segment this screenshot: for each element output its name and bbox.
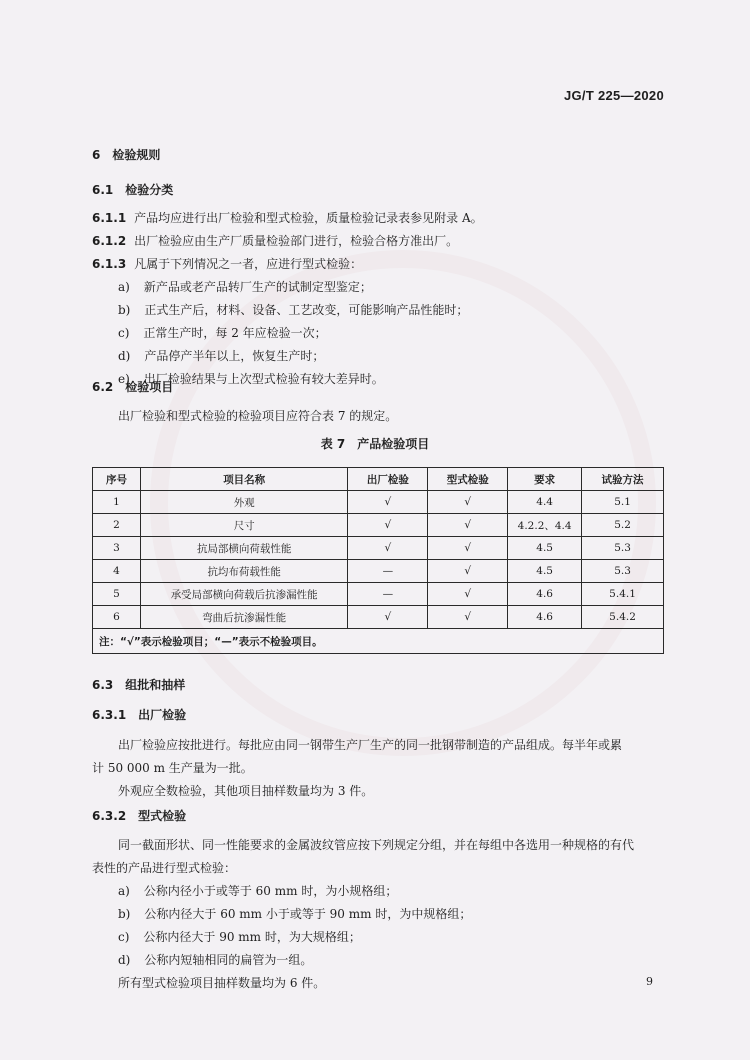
list-item: c) 正常生产时，每 2 年应检验一次； — [118, 326, 327, 340]
clause-number: 6.1.2 — [92, 234, 127, 248]
table-cell: 弯曲后抗渗漏性能 — [140, 606, 348, 629]
section-number: 6.1 — [92, 183, 114, 197]
table-cell: 1 — [93, 491, 141, 514]
paragraph-line: 外观应全数检验，其他项目抽样数量均为 3 件。 — [118, 784, 374, 798]
inspection-items-table — [92, 467, 664, 654]
table-note: 注：“√”表示检验项目；“—”表示不检验项目。 — [93, 629, 664, 654]
table-cell: √ — [348, 537, 428, 560]
table-row — [93, 514, 664, 537]
table-caption: 表 7 产品检验项目 — [320, 437, 430, 451]
section-title: 出厂检验 — [138, 708, 187, 722]
clause-6-1-3 — [92, 255, 362, 272]
table-cell: 4.5 — [508, 560, 582, 583]
paragraph-line: 计 50 000 m 生产量为一批。 — [92, 761, 253, 775]
section-6-2-text: 出厂检验和型式检验的检验项目应符合表 7 的规定。 — [118, 409, 398, 423]
table-header-row — [93, 468, 664, 491]
table-cell: 5.1 — [582, 491, 664, 514]
table-cell: 外观 — [140, 491, 348, 514]
table-row — [93, 491, 664, 514]
clause-6-1-2 — [92, 232, 458, 249]
section-number: 6 — [92, 148, 101, 162]
section-title: 组批和抽样 — [125, 678, 186, 692]
table-cell: √ — [428, 491, 508, 514]
clause-number: 6.1.3 — [92, 257, 127, 271]
table-cell: — — [348, 560, 428, 583]
table-cell: 承受局部横向荷载后抗渗漏性能 — [140, 583, 348, 606]
table-cell: 4.4 — [508, 491, 582, 514]
table-cell: √ — [428, 537, 508, 560]
table-cell: 6 — [93, 606, 141, 629]
paragraph-line: 同一截面形状、同一性能要求的金属波纹管应按下列规定分组，并在每组中各选用一种规格的有代 — [118, 838, 635, 852]
table-cell: 抗局部横向荷载性能 — [140, 537, 348, 560]
section-title: 型式检验 — [138, 809, 187, 823]
table-header: 试验方法 — [582, 468, 664, 491]
section-title: 检验规则 — [112, 148, 161, 162]
table-header: 要求 — [508, 468, 582, 491]
list-item: b) 正式生产后，材料、设备、工艺改变，可能影响产品性能时； — [118, 303, 469, 317]
section-6-3-2-heading — [92, 807, 186, 824]
list-item: a) 公称内径小于或等于 60 mm 时，为小规格组； — [118, 884, 398, 898]
table-cell: √ — [428, 583, 508, 606]
table-cell: 抗均布荷载性能 — [140, 560, 348, 583]
clause-number: 6.1.1 — [92, 211, 127, 225]
table-cell: 5.3 — [582, 560, 664, 583]
section-number: 6.3 — [92, 678, 114, 692]
page-number: 9 — [646, 975, 653, 988]
table-note-row — [93, 629, 664, 654]
table-header: 型式检验 — [428, 468, 508, 491]
section-title: 检验项目 — [125, 380, 174, 394]
table-cell: 5.2 — [582, 514, 664, 537]
section-6-heading — [92, 146, 160, 163]
table-cell: 5.4.2 — [582, 606, 664, 629]
section-number: 6.3.2 — [92, 809, 127, 823]
table-cell: 4 — [93, 560, 141, 583]
table-cell: √ — [428, 560, 508, 583]
table-cell: √ — [348, 491, 428, 514]
table-header: 出厂检验 — [348, 468, 428, 491]
table-cell: 4.5 — [508, 537, 582, 560]
table-cell: 4.2.2、4.4 — [508, 514, 582, 537]
section-number: 6.3.1 — [92, 708, 127, 722]
table-cell: 3 — [93, 537, 141, 560]
section-6-1-heading — [92, 181, 173, 198]
list-item: c) 公称内径大于 90 mm 时，为大规格组； — [118, 930, 361, 944]
table-cell: 4.6 — [508, 606, 582, 629]
table-cell: 尺寸 — [140, 514, 348, 537]
table-cell: √ — [348, 514, 428, 537]
table-cell: 4.6 — [508, 583, 582, 606]
standard-number: JG/T 225—2020 — [563, 88, 664, 103]
table-cell: 5.3 — [582, 537, 664, 560]
list-item: e) 出厂检验结果与上次型式检验有较大差异时。 — [118, 372, 384, 386]
list-item: d) 产品停产半年以上，恢复生产时； — [118, 349, 325, 363]
table-cell: — — [348, 583, 428, 606]
section-6-3-heading — [92, 676, 185, 693]
table-row — [93, 560, 664, 583]
table-cell: √ — [348, 606, 428, 629]
table-cell: √ — [428, 606, 508, 629]
table-cell: 5 — [93, 583, 141, 606]
section-title: 检验分类 — [125, 183, 174, 197]
list-item: d) 公称内短轴相同的扁管为一组。 — [118, 953, 313, 967]
table-cell: √ — [428, 514, 508, 537]
paragraph-line: 所有型式检验项目抽样数量均为 6 件。 — [118, 976, 326, 990]
paragraph-line: 出厂检验应按批进行。每批应由同一钢带生产厂生产的同一批钢带制造的产品组成。每半年或累 — [118, 738, 623, 752]
section-number: 6.2 — [92, 380, 114, 394]
table-row — [93, 583, 664, 606]
clause-6-1-1 — [92, 209, 483, 226]
paragraph-line: 表性的产品进行型式检验： — [92, 861, 237, 875]
list-item: b) 公称内径大于 60 mm 小于或等于 90 mm 时，为中规格组； — [118, 907, 472, 921]
clause-text: 出厂检验应由生产厂质量检验部门进行，检验合格方准出厂。 — [134, 234, 459, 248]
table-header: 项目名称 — [140, 468, 348, 491]
table-cell: 2 — [93, 514, 141, 537]
clause-text: 产品均应进行出厂检验和型式检验，质量检验记录表参见附录 A。 — [134, 211, 483, 225]
table-row — [93, 606, 664, 629]
section-6-2-title — [92, 378, 173, 395]
clause-text: 凡属于下列情况之一者，应进行型式检验： — [134, 257, 363, 271]
table-row — [93, 537, 664, 560]
table-header: 序号 — [93, 468, 141, 491]
list-item: a) 新产品或老产品转厂生产的试制定型鉴定； — [118, 280, 372, 294]
table-cell: 5.4.1 — [582, 583, 664, 606]
section-6-3-1-heading — [92, 706, 186, 723]
